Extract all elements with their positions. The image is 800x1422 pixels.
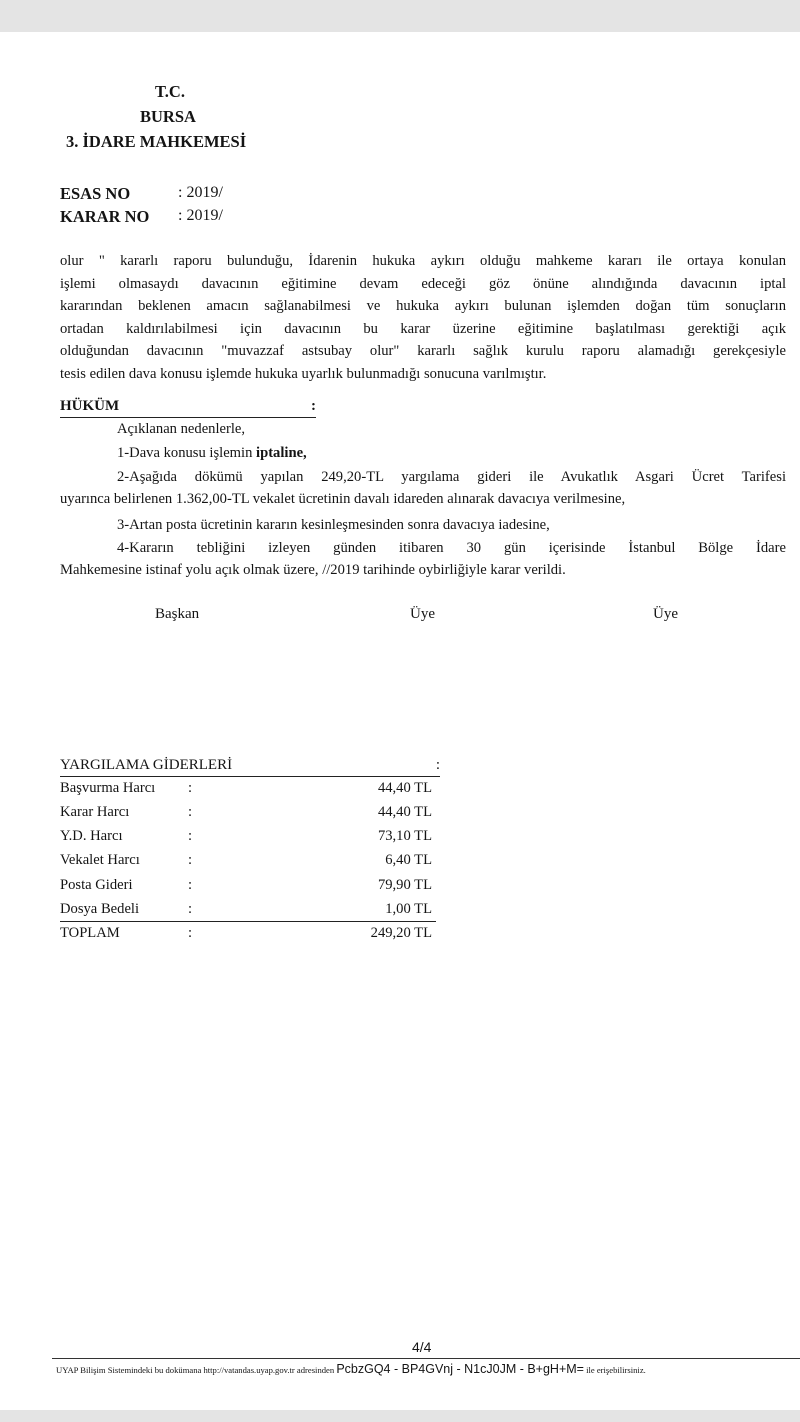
cost-row: [60, 828, 432, 850]
hukum-item-4-line1: 4-Kararın tebliğini izleyen günden itibaren 30 gün içerisinde İstanbul Bölge İdare: [117, 540, 786, 556]
hukum-item-1: [117, 445, 307, 462]
cost-row: [60, 852, 432, 874]
cost-label: Y.D. Harcı: [60, 828, 123, 844]
cost-row: [60, 877, 432, 899]
body-line: olduğundan davacının "muvazzaf astsubay olur" kararlı sağlık kurulu raporu alamadığı gerekçesiyle: [60, 343, 786, 359]
cost-amount: 6,40 TL: [385, 852, 432, 868]
costs-heading: [60, 756, 440, 777]
cost-amount: 73,10 TL: [377, 828, 432, 844]
cost-total-row: [60, 925, 432, 947]
body-line: ortadan kaldırılabilmesi için davacının bu karar üzerine eğitimine başlatılması gerektiği açık: [60, 320, 786, 337]
hukum-item-1-text: 1-Dava konusu işlemin: [117, 445, 257, 461]
cost-amount: 79,90 TL: [377, 877, 432, 893]
document-page: [0, 32, 800, 1410]
hukum-item-2-line2: uyarınca belirlenen 1.362,00-TL vekalet ücretinin davalı idareden alınarak davacıya verilmesine,: [60, 491, 626, 507]
cost-sep: :: [188, 804, 193, 820]
cost-label: Karar Harcı: [60, 804, 130, 820]
esas-no-label: ESAS NO: [60, 184, 131, 203]
body-line: işlemi olmasaydı davacının eğitimine devam edeceği göz önüne alındığında davacının iptal: [60, 275, 786, 292]
cost-total-sep: :: [188, 925, 193, 941]
cost-total-amount: 249,20 TL: [370, 925, 432, 941]
cost-sep: :: [188, 780, 193, 796]
cost-label: Dosya Bedeli: [60, 901, 140, 917]
header-court: 3. İDARE MAHKEMESİ: [66, 132, 247, 151]
cost-amount: 44,40 TL: [377, 804, 432, 820]
signature-member-2: Üye: [653, 606, 678, 622]
cost-sep: :: [188, 852, 193, 868]
hukum-item-2-line1: 2-Aşağıda dökümü yapılan 249,20-TL yargılama gideri ile Avukatlık Asgari Ücret Tarifesi: [117, 469, 786, 485]
header-country: T.C.: [155, 82, 185, 101]
footer-divider: [52, 1358, 800, 1359]
cost-total-label: TOPLAM: [60, 925, 120, 941]
hukum-intro: Açıklanan nedenlerle,: [117, 421, 246, 437]
cost-sep: :: [188, 877, 193, 893]
costs-title: YARGILAMA GİDERLERİ: [60, 757, 233, 773]
hukum-item-3: 3-Artan posta ücretinin kararın kesinleşmesinden sonra davacıya iadesine,: [117, 517, 550, 533]
cost-row: [60, 780, 432, 802]
body-line: tesis edilen dava konusu işlemde hukuka uyarlık bulunmadığı sonucuna varılmıştır.: [60, 365, 547, 382]
karar-no-value: : 2019/: [178, 207, 223, 224]
costs-colon: :: [435, 757, 440, 773]
signature-president: Başkan: [155, 606, 200, 622]
cost-label: Vekalet Harcı: [60, 852, 140, 868]
hukum-item-1-bold: iptaline,: [256, 445, 307, 461]
signature-member-1: Üye: [410, 606, 435, 622]
page-number: 4/4: [412, 1339, 432, 1355]
cost-row: [60, 804, 432, 826]
header-city: BURSA: [140, 107, 196, 126]
footer-suffix: ile erişebilirsiniz.: [586, 1365, 646, 1375]
cost-amount: 1,00 TL: [385, 901, 432, 917]
footer-text: [56, 1362, 646, 1376]
body-line: olur " kararlı raporu bulunduğu, İdarenin hukuka aykırı olduğu mahkeme kararı ile ortaya konulan: [60, 253, 786, 269]
cost-label: Başvurma Harcı: [60, 780, 156, 796]
cost-row: [60, 901, 432, 923]
cost-sep: :: [188, 828, 193, 844]
costs-total-divider: [60, 921, 436, 922]
karar-no-label: KARAR NO: [60, 207, 150, 226]
footer-prefix: UYAP Bilişim Sistemindeki bu dokümana http://vatandas.uyap.gov.tr adresinden: [56, 1365, 335, 1375]
hukum-title: HÜKÜM: [60, 398, 120, 414]
cost-sep: :: [188, 901, 193, 917]
cost-label: Posta Gideri: [60, 877, 133, 893]
hukum-heading: [60, 398, 316, 418]
esas-no-value: : 2019/: [178, 184, 223, 201]
body-line: kararından beklenen amacın sağlanabilmesi ve hukuka aykırı bulunan işlemden doğan tüm sonuçların: [60, 298, 786, 314]
hukum-item-4-line2: Mahkemesine istinaf yolu açık olmak üzere, //2019 tarihinde oybirliğiyle karar verildi.: [60, 562, 566, 578]
body-paragraph: [60, 250, 786, 385]
cost-amount: 44,40 TL: [377, 780, 432, 796]
footer-verification-code: PcbzGQ4 - BP4GVnj - N1cJ0JM - B+gH+M=: [336, 1362, 584, 1376]
hukum-colon: :: [311, 398, 316, 414]
